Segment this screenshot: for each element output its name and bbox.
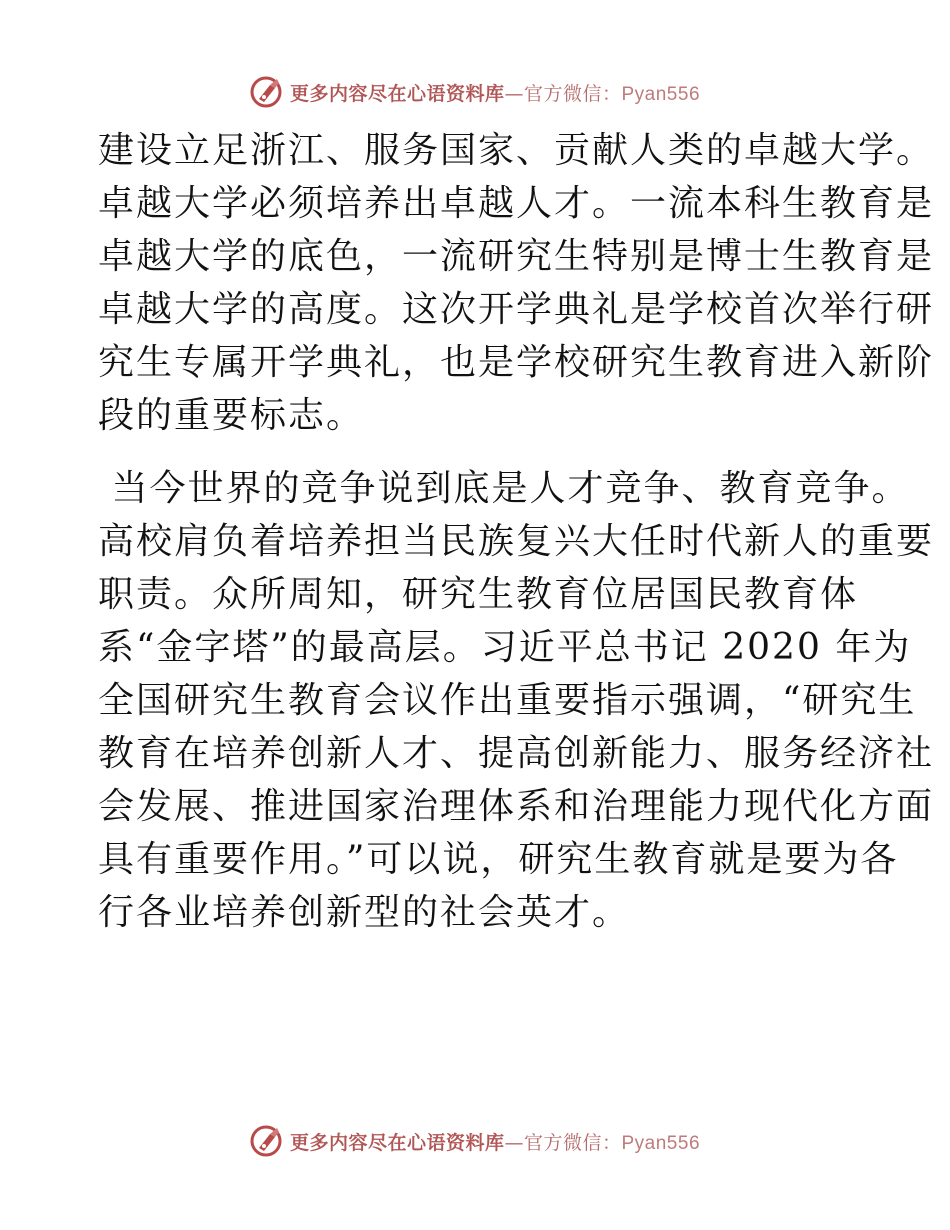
text-line: 卓越大学的底色，一流研究生特别是博士生教育是: [98, 236, 935, 277]
text-line: 全国研究生教育会议作出重要指示强调，“研究生: [98, 680, 917, 721]
text-line: 会发展、推进国家治理体系和治理能力现代化方面: [98, 786, 935, 827]
paragraph: [98, 462, 935, 939]
text-line: 段的重要标志。: [98, 395, 365, 436]
text-line: 建设立足浙江、服务国家、贡献人类的卓越大学。: [98, 130, 935, 171]
text-line: 卓越大学的高度。这次开学典礼是学校首次举行研: [98, 289, 935, 330]
pen-nib-logo-icon: [250, 1124, 284, 1158]
footer-banner-title: 更多内容尽在心语资料库: [289, 1131, 505, 1154]
footer-banner-account: Pyan556: [621, 1132, 701, 1154]
header-banner-text: [290, 79, 700, 106]
paragraph: [98, 124, 935, 442]
text-line: 行各业培养创新型的社会英才。: [98, 892, 631, 933]
footer-banner-label: —官方微信：: [504, 1131, 622, 1154]
text-line: 高校肩负着培养担当民族复兴大任时代新人的重要: [98, 521, 935, 562]
text-line: 系“金字塔”的最高层。习近平总书记 2020 年为: [98, 627, 912, 668]
header-banner: [0, 72, 950, 112]
text-line: 具有重要作用。”可以说，研究生教育就是要为各: [98, 839, 899, 880]
footer-banner: [0, 1121, 950, 1161]
text-line: 当今世界的竞争说到底是人才竞争、教育竞争。: [98, 468, 910, 509]
header-banner-account: Pyan556: [621, 83, 701, 105]
pen-nib-logo-icon: [250, 75, 284, 109]
text-line: 卓越大学必须培养出卓越人才。一流本科生教育是: [98, 183, 935, 224]
header-banner-title: 更多内容尽在心语资料库: [289, 82, 505, 105]
header-banner-label: —官方微信：: [504, 82, 622, 105]
text-line: 究生专属开学典礼，也是学校研究生教育进入新阶: [98, 342, 935, 383]
document-body: [98, 124, 935, 939]
text-line: 教育在培养创新人才、提高创新能力、服务经济社: [98, 733, 935, 774]
footer-banner-text: [290, 1128, 700, 1155]
text-line: 职责。众所周知，研究生教育位居国民教育体: [98, 574, 859, 615]
